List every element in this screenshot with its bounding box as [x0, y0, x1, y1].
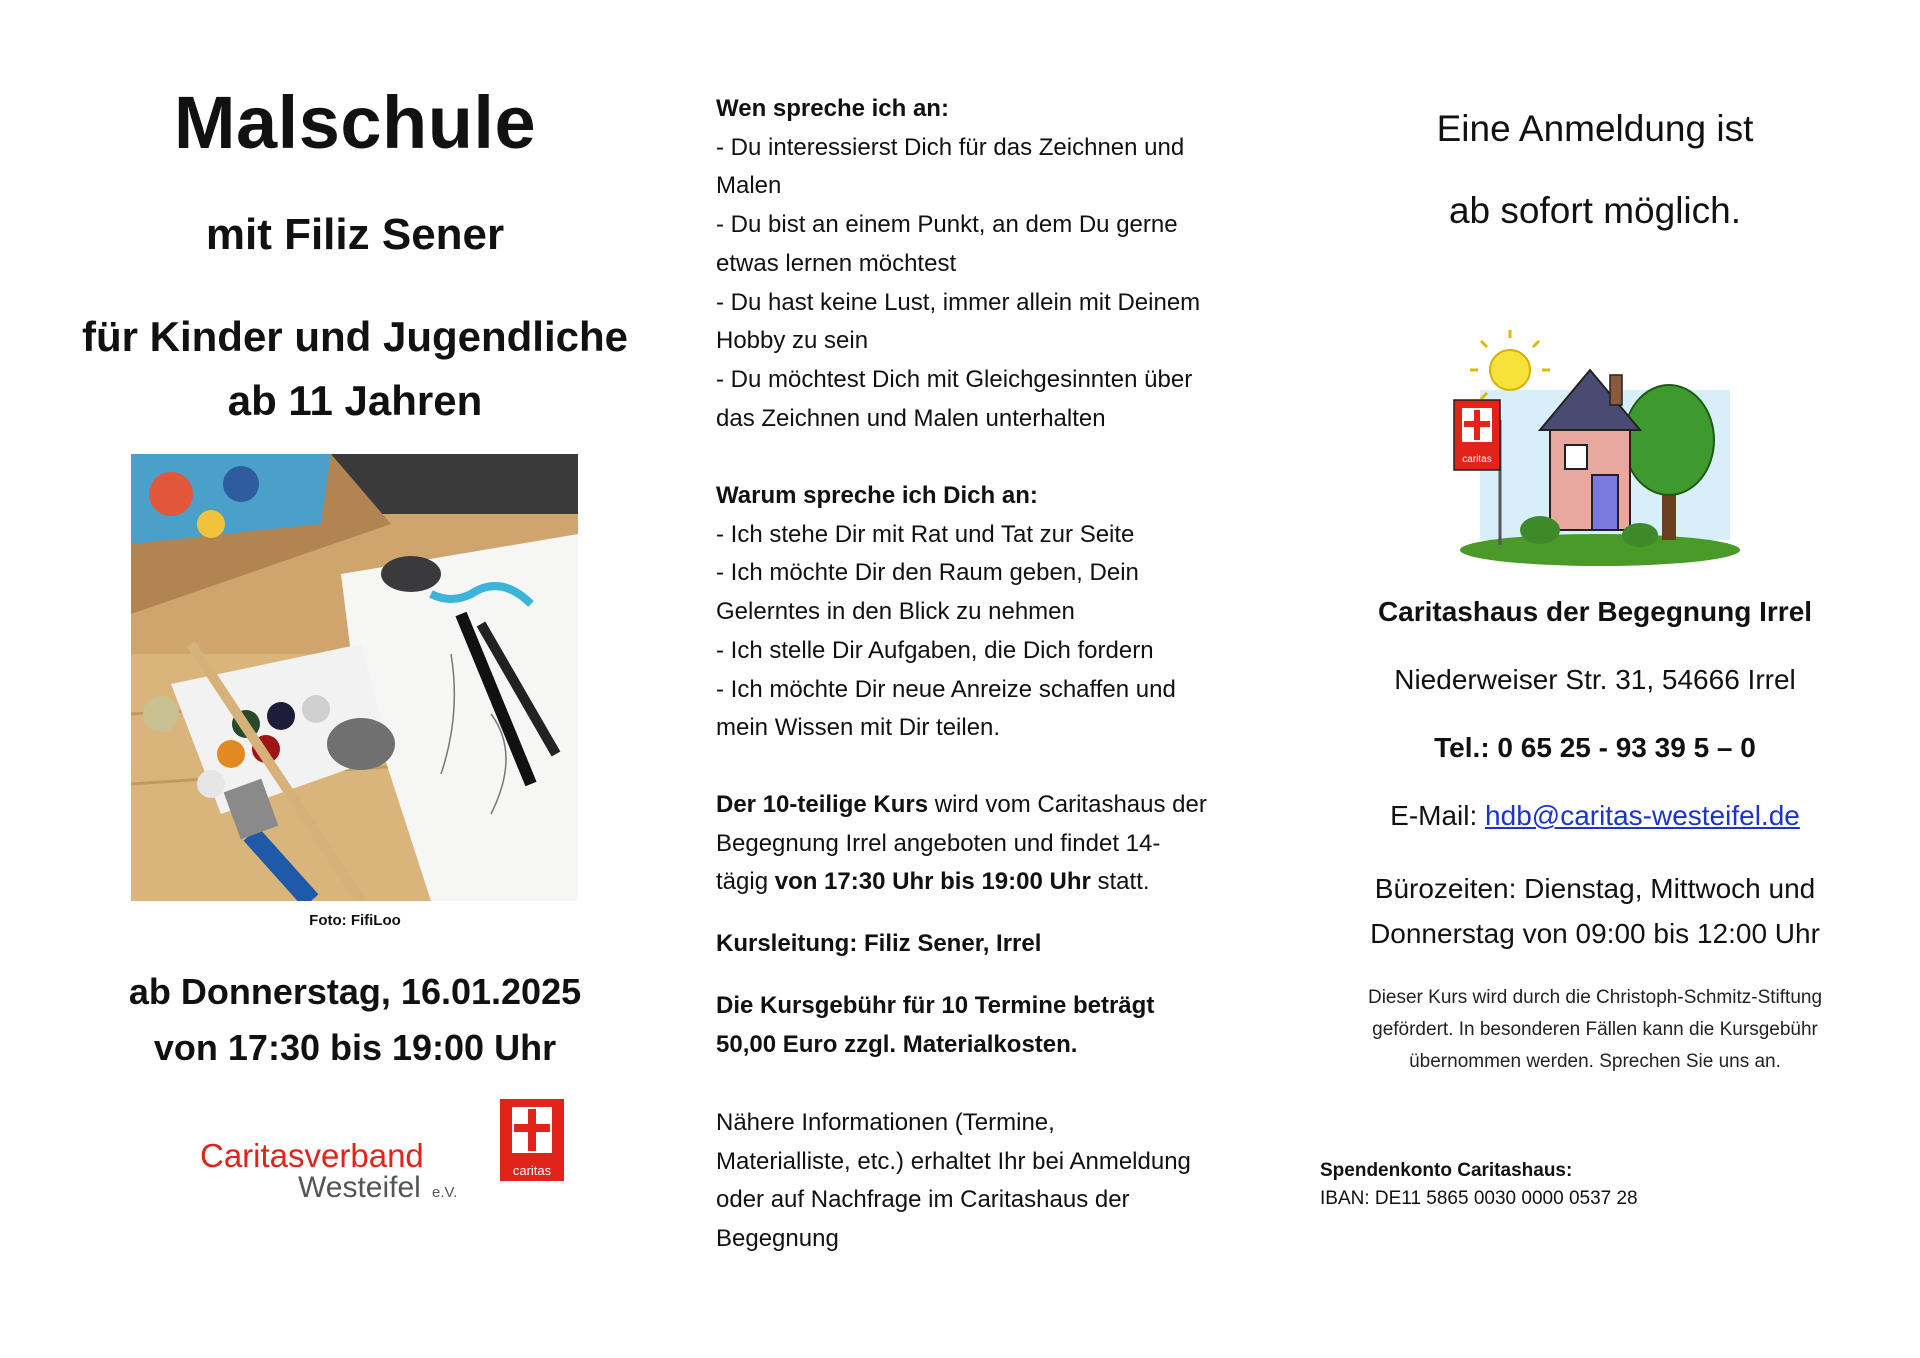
office-hours-line: Donnerstag von 09:00 bis 12:00 Uhr [1370, 918, 1820, 949]
donation-account [1320, 1157, 1870, 1213]
course-start [60, 964, 650, 1076]
course-text: Begegnung Irrel angeboten und findet 14- [716, 829, 1161, 857]
donation-heading: Spendenkonto Caritashaus: [1320, 1160, 1573, 1181]
section-who [716, 90, 1256, 438]
section-who-line: - Du möchtest Dich mit Gleichgesinnten über [716, 365, 1193, 393]
signup-line-2: ab sofort möglich. [1448, 190, 1742, 231]
organization-name: Caritashaus der Begegnung Irrel [1377, 596, 1813, 627]
painting-supplies-photo [131, 454, 578, 901]
course-name: Der 10-teilige Kurs [716, 791, 929, 818]
section-why-line: - Ich möchte Dir neue Anreize schaffen und [716, 675, 1176, 703]
course-text: statt. [1090, 868, 1150, 896]
more-info-line: Materialliste, etc.) erhaltet Ihr bei Anmeldung [716, 1147, 1191, 1175]
section-who-line: - Du hast keine Lust, immer allein mit Deinem [716, 288, 1201, 316]
svg-text:caritas: caritas [1462, 454, 1492, 465]
email-link[interactable]: hdb@caritas-westeifel.de [1485, 800, 1800, 831]
section-why-line: - Ich stehe Dir mit Rat und Tat zur Seite [716, 520, 1135, 548]
more-info-line: oder auf Nachfrage im Caritashaus der [716, 1186, 1130, 1214]
caritasverband-logo [200, 1097, 570, 1207]
signup-line-1: Eine Anmeldung ist [1436, 108, 1754, 149]
teacher-line: mit Filiz Sener [205, 210, 505, 259]
course-time: von 17:30 Uhr bis 19:00 Uhr [774, 868, 1091, 896]
course-start-time: von 17:30 bis 19:00 Uhr [153, 1027, 557, 1068]
section-who-line: etwas lernen möchtest [716, 249, 957, 277]
foundation-note-line: gefördert. In besonderen Fällen kann die Kursgebühr [1372, 1019, 1818, 1040]
course-fee [716, 987, 1256, 1064]
section-why-line: - Ich stelle Dir Aufgaben, die Dich fordern [716, 636, 1154, 664]
svg-text:e.V.: e.V. [432, 1184, 458, 1201]
section-who-line: - Du interessierst Dich für das Zeichnen und [716, 133, 1185, 161]
organization-address: Niederweiser Str. 31, 54666 Irrel [1394, 664, 1796, 695]
svg-text:Caritasverband: Caritasverband [200, 1137, 424, 1174]
donation-iban: IBAN: DE11 5865 0030 0000 0537 28 [1320, 1188, 1638, 1209]
signup-notice [1320, 88, 1870, 252]
course-fee-line: 50,00 Euro zzgl. Materialkosten. [716, 1030, 1078, 1058]
section-why-line: mein Wissen mit Dir teilen. [716, 714, 1001, 742]
section-why-line: Gelerntes in den Blick zu nehmen [716, 598, 1075, 626]
section-who-line: das Zeichnen und Malen unterhalten [716, 404, 1106, 432]
section-why [716, 477, 1256, 748]
course-lead-text: Kursleitung: Filiz Sener, Irrel [716, 930, 1042, 957]
course-lead [716, 925, 1256, 964]
course-start-date: ab Donnerstag, 16.01.2025 [128, 971, 582, 1012]
caritas-logo-graphic [200, 1097, 570, 1207]
more-info-line: Nähere Informationen (Termine, [716, 1109, 1055, 1136]
course-text: tägig [716, 868, 775, 896]
caritas-house-clipart [1440, 330, 1740, 570]
organization-phone: Tel.: 0 65 25 - 93 39 5 – 0 [1434, 732, 1756, 763]
section-why-line: - Ich möchte Dir den Raum geben, Dein [716, 559, 1139, 587]
more-info-line: Begegnung [716, 1225, 839, 1253]
section-who-line: Hobby zu sein [716, 327, 869, 355]
foundation-note-line: übernommen werden. Sprechen Sie uns an. [1409, 1051, 1781, 1072]
course-info [716, 786, 1256, 902]
course-text: wird vom Caritashaus der [928, 791, 1207, 818]
more-info [716, 1104, 1256, 1259]
section-who-heading: Wen spreche ich an: [716, 95, 949, 122]
course-fee-line: Die Kursgebühr für 10 Termine beträgt [716, 992, 1155, 1019]
email-label: E-Mail: [1390, 800, 1486, 831]
photo-credit: Foto: FifiLoo [309, 912, 401, 929]
svg-text:caritas: caritas [512, 1163, 552, 1178]
flyer-title: Malschule [173, 81, 537, 164]
section-who-line: Malen [716, 172, 782, 200]
audience [60, 305, 650, 433]
section-who-line: - Du bist an einem Punkt, an dem Du gerne [716, 211, 1178, 239]
svg-text:Westeifel: Westeifel [298, 1171, 421, 1204]
audience-line-2: ab 11 Jahren [227, 377, 483, 424]
organization-email [1320, 800, 1870, 832]
office-hours [1320, 866, 1870, 956]
foundation-note-line: Dieser Kurs wird durch die Christoph-Schmitz-Stiftung [1367, 987, 1823, 1008]
audience-line-1: für Kinder und Jugendliche [81, 313, 629, 360]
painting-supplies-illustration [131, 454, 578, 901]
foundation-note [1320, 982, 1870, 1078]
house-illustration [1440, 330, 1740, 570]
office-hours-line: Bürozeiten: Dienstag, Mittwoch und [1374, 873, 1816, 904]
section-why-heading: Warum spreche ich Dich an: [716, 482, 1038, 509]
